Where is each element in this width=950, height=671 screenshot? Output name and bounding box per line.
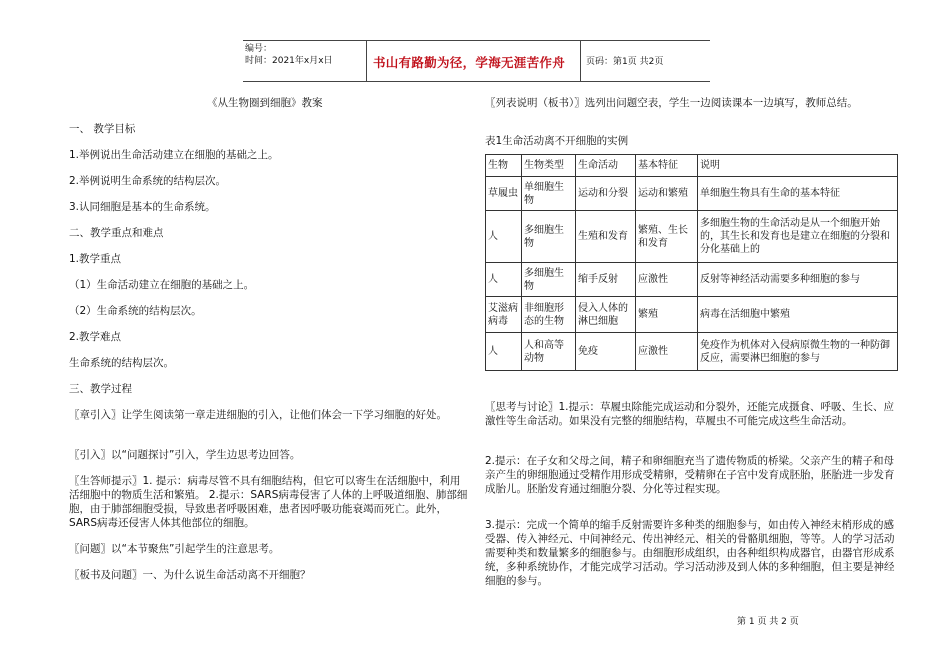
- hint-paragraph: 〖生答师提示〗1. 提示：病毒尽管不具有细胞结构，但它可以寄生在活细胞中，利用活细胞中的物质生活和繁殖。 2.提示：SARS病毒侵害了人体的上呼吸道细胞、肺部细胞，由于肺部细胞受损，导致患者呼吸困难，患者因呼吸功能衰竭而死亡。此外，SARS病毒还侵害人体其他部位的细胞。: [69, 475, 468, 529]
- table-header-cell: 生物类型: [522, 155, 576, 177]
- header-divider: [366, 41, 367, 81]
- subsection-heading: 2.教学难点: [69, 331, 122, 343]
- goal-item: 2.举例说明生命系统的结构层次。: [69, 175, 227, 187]
- question-paragraph: 〖问题〗以“本节聚焦”引起学生的注意思考。: [69, 543, 280, 555]
- table-cell: 多细胞生物: [522, 263, 576, 297]
- board-question-paragraph: 〖板书及问题〗一、为什么说生命活动离不开细胞？: [69, 569, 311, 581]
- table-cell: 病毒在活细胞中繁殖: [698, 297, 898, 333]
- table-cell: 繁殖、生长和发育: [636, 211, 698, 263]
- section-heading: 一、 教学目标: [69, 123, 136, 135]
- page-header: [243, 40, 710, 82]
- table-cell: 非细胞形态的生物: [522, 297, 576, 333]
- table-cell: 运动和分裂: [576, 177, 636, 211]
- section-heading: 三、教学过程: [69, 383, 132, 395]
- table-cell: 免疫: [576, 333, 636, 371]
- table-header-cell: 基本特征: [636, 155, 698, 177]
- table-cell: 多细胞生物的生命活动是从一个细胞开始的，其生长和发育也是建立在细胞的分裂和分化基础上的: [698, 211, 898, 263]
- page-footer: 第 1 页 共 2 页: [737, 617, 799, 627]
- table-cell: 单细胞生物具有生命的基本特征: [698, 177, 898, 211]
- table-cell: 艾滋病病毒: [486, 297, 522, 333]
- table-cell: 人和高等动物: [522, 333, 576, 371]
- chapter-intro-paragraph: 〖章引入〗让学生阅读第一章走进细胞的引入，让他们体会一下学习细胞的好处。: [69, 409, 447, 421]
- table-cell: 侵入人体的淋巴细胞: [576, 297, 636, 333]
- table-cell: 人: [486, 211, 522, 263]
- table-row: [486, 263, 898, 297]
- list-note-paragraph: 〖列表说明（板书）〗选列出问题空表，学生一边阅读课本一边填写，教师总结。: [485, 97, 858, 109]
- table-cell: 缩手反射: [576, 263, 636, 297]
- subsection-heading: 1.教学重点: [69, 253, 122, 265]
- difficulty-point: 生命系统的结构层次。: [69, 357, 174, 369]
- table-header-cell: 生物: [486, 155, 522, 177]
- table-cell: 免疫作为机体对入侵病原微生物的一种防御反应，需要淋巴细胞的参与: [698, 333, 898, 371]
- header-page-info: 页码：第1页 共2页: [586, 57, 664, 67]
- hint-paragraph-3: 3.提示：完成一个简单的缩手反射需要许多种类的细胞参与，如由传入神经末梢形成的感受器、传入神经元、中间神经元、传出神经元、相关的骨骼肌细胞，等等。人的学习活动需要种类和数量繁多的细胞参与。由细胞形成组织，由各种组织构成器官，由器官形成系统，多种系统协作，才能完成学习活动。学习活动涉及到人体的多种细胞，但主要是神经细胞的参与。: [485, 519, 895, 587]
- goal-item: 3.认同细胞是基本的生命系统。: [69, 201, 216, 213]
- table-header-cell: 生命活动: [576, 155, 636, 177]
- examples-table: [485, 154, 898, 371]
- table-row: [486, 297, 898, 333]
- table-header-cell: 说明: [698, 155, 898, 177]
- time-label: 时间：2021年x月x日: [245, 56, 333, 66]
- table-row: [486, 333, 898, 371]
- key-point: （2）生命系统的结构层次。: [69, 305, 202, 317]
- table-cell: 应激性: [636, 333, 698, 371]
- table-row: [486, 211, 898, 263]
- table-cell: 人: [486, 263, 522, 297]
- header-motto: 书山有路勤为径，学海无涯苦作舟: [373, 55, 566, 70]
- table-cell: 人: [486, 333, 522, 371]
- table-cell: 应激性: [636, 263, 698, 297]
- table-cell: 生殖和发育: [576, 211, 636, 263]
- table-cell: 草履虫: [486, 177, 522, 211]
- header-divider: [580, 41, 581, 81]
- table-row: [486, 177, 898, 211]
- table-cell: 反射等神经活动需要多种细胞的参与: [698, 263, 898, 297]
- header-meta: [245, 43, 333, 67]
- intro-paragraph: 〖引入〗以“问题探讨”引入，学生边思考边回答。: [69, 449, 301, 461]
- table-cell: 繁殖: [636, 297, 698, 333]
- section-heading: 二、教学重点和难点: [69, 227, 164, 239]
- key-point: （1）生命活动建立在细胞的基础之上。: [69, 279, 255, 291]
- table-cell: 单细胞生物: [522, 177, 576, 211]
- goal-item: 1.举例说出生命活动建立在细胞的基础之上。: [69, 149, 279, 161]
- discussion-paragraph: 〖思考与讨论〗1.提示：草履虫除能完成运动和分裂外，还能完成摄食、呼吸、生长、应激性等生命活动。如果没有完整的细胞结构，草履虫不可能完成这些生命活动。: [485, 401, 895, 427]
- table-caption: 表1生命活动离不开细胞的实例: [485, 135, 629, 147]
- hint-paragraph-2: 2.提示：在子女和父母之间，精子和卵细胞充当了遗传物质的桥梁。父亲产生的精子和母亲产生的卵细胞通过受精作用形成受精卵，受精卵在子宫中发育成胚胎，胚胎进一步发育成胎儿。胚胎发育通过细胞分裂、分化等过程实现。: [485, 455, 895, 495]
- table-cell: 多细胞生物: [522, 211, 576, 263]
- table-cell: 运动和繁殖: [636, 177, 698, 211]
- number-label: 编号：: [245, 44, 273, 54]
- table-header-row: [486, 155, 898, 177]
- document-title: 《从生物圈到细胞》教案: [207, 97, 323, 109]
